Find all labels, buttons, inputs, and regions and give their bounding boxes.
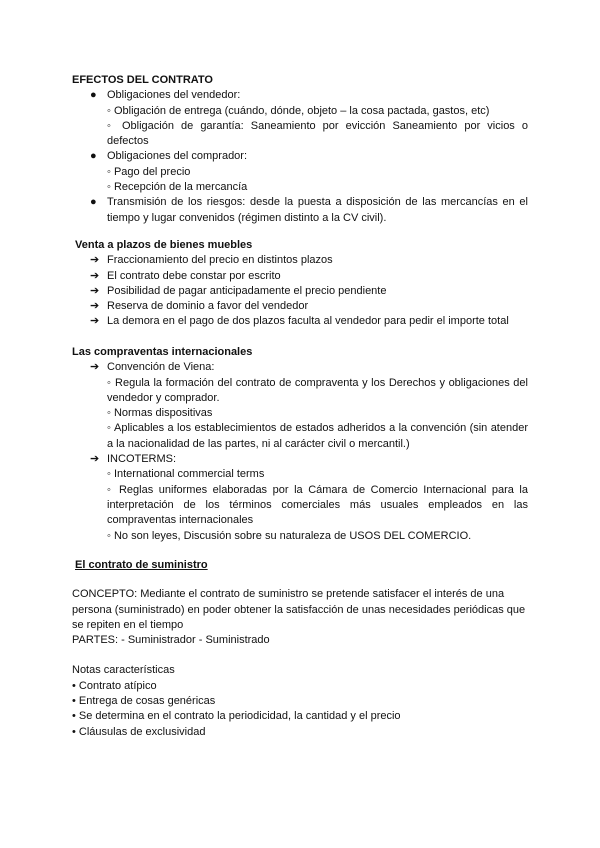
list-item [72, 149, 528, 164]
partes: PARTES: - Suministrador - Suministrado [72, 634, 270, 647]
sub-item: ◦ Normas dispositivas [107, 407, 213, 420]
item-text: Obligaciones del comprador: [107, 150, 248, 163]
bullet-icon: ● [90, 150, 97, 163]
heading: EFECTOS DEL CONTRATO [72, 74, 213, 86]
arrow-icon: ➔ [90, 300, 100, 313]
item-text: Reserva de dominio a favor del vendedor [107, 300, 309, 313]
arrow-icon: ➔ [90, 361, 100, 374]
notas-title: Notas características [72, 664, 175, 677]
heading: El contrato de suministro [75, 559, 208, 571]
item-text: Transmisión de los riesgos: desde la puesta a disposición de las mercancías en el tiempo y lugar convenidos (régimen distinto a la CV civil). [107, 196, 528, 224]
sub-item: ◦ Obligación de garantía: Saneamiento por evicción Saneamiento por vicios o defectos [107, 119, 528, 148]
sub-item: ◦ Obligación de entrega (cuándo, dónde, objeto – la cosa pactada, gastos, etc) [107, 104, 490, 117]
list-item [72, 360, 528, 375]
section-suministro [72, 558, 528, 740]
item-text: Obligaciones del vendedor: [107, 89, 241, 102]
item-text: INCOTERMS: [107, 453, 177, 466]
arrow-icon: ➔ [90, 453, 100, 466]
arrow-icon: ➔ [90, 269, 100, 282]
list-item [72, 88, 528, 103]
list-item [72, 269, 528, 284]
list-item [72, 195, 528, 226]
heading: Las compraventas internacionales [72, 346, 253, 358]
arrow-icon: ➔ [90, 254, 100, 267]
sub-item: ◦ Reglas uniformes elaboradas por la Cámara de Comercio Internacional para la interpretación de los términos comerciales más usuales empleados en las compraventas internacionales [107, 483, 528, 527]
list-item [72, 314, 528, 329]
bullet-icon: ● [90, 196, 97, 209]
sub-item: ◦ Pago del precio [107, 165, 191, 178]
arrow-icon: ➔ [90, 284, 100, 297]
sub-item: ◦ Recepción de la mercancía [107, 181, 248, 194]
section-efectos [72, 73, 528, 226]
list-item [72, 284, 528, 299]
item-text: Fraccionamiento del precio en distintos plazos [107, 254, 333, 267]
nota-item: • Entrega de cosas genéricas [72, 695, 216, 708]
item-text: El contrato debe constar por escrito [107, 269, 281, 282]
list-item [72, 299, 528, 314]
sub-item: ◦ No son leyes, Discusión sobre su naturaleza de USOS DEL COMERCIO. [107, 529, 472, 542]
list-item [72, 253, 528, 268]
nota-item: • Cláusulas de exclusividad [72, 725, 206, 738]
sub-item: ◦ International commercial terms [107, 468, 265, 481]
section-venta-plazos [72, 238, 528, 330]
sub-item: ◦ Regula la formación del contrato de compraventa y los Derechos y obligaciones del vendedor y comprador. [107, 376, 528, 404]
bullet-icon: ● [90, 89, 97, 102]
nota-item: • Se determina en el contrato la periodicidad, la cantidad y el precio [72, 710, 401, 723]
heading: Venta a plazos de bienes muebles [75, 239, 253, 251]
section-internacionales [72, 345, 528, 544]
item-text: Convención de Viena: [107, 361, 215, 374]
item-text: La demora en el pago de dos plazos faculta al vendedor para pedir el importe total [107, 315, 509, 328]
nota-item: • Contrato atípico [72, 679, 157, 692]
sub-item: ◦ Aplicables a los establecimientos de estados adheridos a la convención (sin atender a la nacionalidad de las partes, ni al carácter civil o mercantil.) [107, 422, 528, 450]
arrow-icon: ➔ [90, 315, 100, 328]
list-item [72, 452, 528, 467]
concepto: CONCEPTO: Mediante el contrato de suministro se pretende satisfacer el interés de una persona (suministrado) en poder obtener la satisfacción de unas necesidades periódicas que se repiten en el tiempo [72, 588, 526, 631]
item-text: Posibilidad de pagar anticipadamente el precio pendiente [107, 284, 387, 297]
